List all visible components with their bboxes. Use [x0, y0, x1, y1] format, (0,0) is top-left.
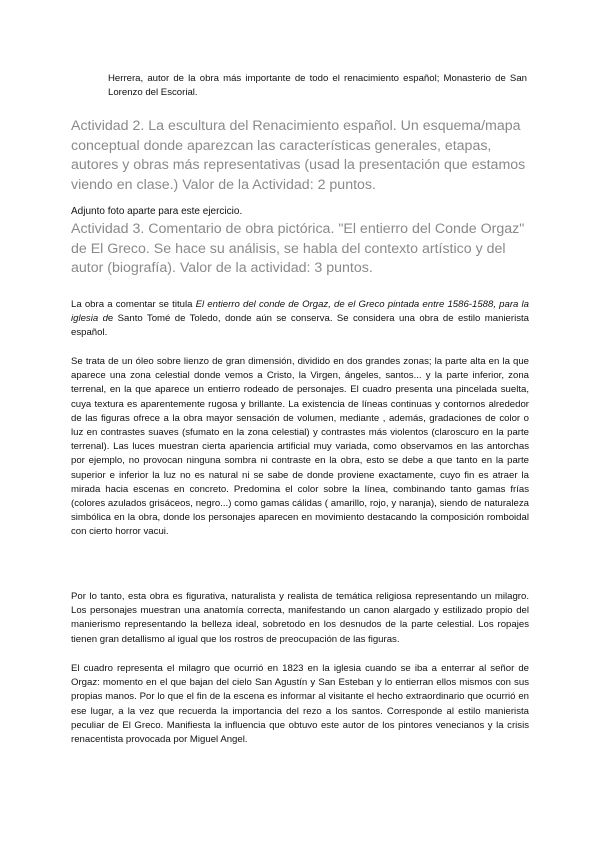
intro-italic-title: El entierro del conde de Orgaz, de el Greco pintada entre 1586-1588, para la iglesia d [71, 299, 530, 325]
intro-lead: La obra a comentar se titula [71, 299, 196, 310]
adjunto-note: Adjunto foto aparte para este ejercicio. [71, 206, 243, 217]
actividad-3-heading: Actividad 3. Comentario de obra pictórica. "El entierro del Conde Orgaz" de El Greco. Se hace su análisis, se habla del contexto artístico y del autor (biografía). Valor de la actividad: 3 puntos. [71, 221, 525, 276]
intro-rest: e Santo Tomé de Toledo, donde aún se conserva. Se considera una obra de estilo manierista español. [71, 313, 529, 339]
paragraph-intro [71, 298, 529, 341]
paragraph-conclusion: Por lo tanto, esta obra es figurativa, naturalista y realista de temática religiosa representando un milagro. Los personajes muestran una anatomía correcta, manifestando un canon alargado y estilizado propio del manierismo representando la belleza ideal, sobretodo en los desnudos de la parte celestial. Los ropajes tienen gran detallismo al igual que los rostros de preocupación de las figuras. [71, 591, 529, 645]
actividad-2-heading: Actividad 2. La escultura del Renacimiento español. Un esquema/mapa conceptual donde aparezcan las características generales, etapas, autores y obras más representativas (usad la presentación que estamos viendo en clase.) Valor de la Actividad: 2 puntos. [71, 118, 526, 193]
paragraph-context: El cuadro representa el milagro que ocurrió en 1823 en la iglesia cuando se iba a enterrar al señor de Orgaz: momento en el que bajan del cielo San Agustín y San Esteban y lo entierran ellos mismos con sus propias manos. Por lo que el fin de la escena es informar al visitante el hecho extraordinario que ocurrió en ese lugar, a la vez que recuerda la importancia del rezo a los santos. Corresponde al estilo manierista peculiar de El Greco. Manifiesta la influencia que obtuvo este autor de los pintores venecianos y la crisis renacentista provocada por Miguel Angel. [71, 663, 529, 746]
herrera-paragraph: Herrera, autor de la obra más importante de todo el renacimiento español; Monasterio de San Lorenzo del Escorial. [108, 73, 527, 99]
paragraph-analysis: Se trata de un óleo sobre lienzo de gran dimensión, dividido en dos grandes zonas; la parte alta en la que aparece una zona celestial donde vemos a Cristo, la Virgen, ángeles, santos... y la parte inferior, zona terrenal, en la que aparece un entierro rodeado de personajes. El cuadro presenta una pincelada suelta, cuya textura es aparentemente rugosa y brillante. La existencia de líneas continuas y contornos alrededor de las figuras ofrece a la obra mayor sensación de volumen, mediante , además, gradaciones de color o luz en contrastes suaves (sfumato en la zona celestial) y contrastes más violentos (claroscuro en la parte terrenal). Las luces muestran cierta apariencia artificial muy variada, como observamos en las antorchas por ejemplo, no provocan ninguna sombra ni contraste en la obra, esto se debe a que tanto en la parte superior e inferior la luz no es natural ni se sabe de donde proviene exactamente, cuyo fin es atraer la mirada hacia escenas en concreto. Predomina el color sobre la línea, combinando tanto gamas frías (colores azulados grisáceos, negro...) como gamas cálidas ( amarillo, rojo, y naranja), siendo de naturaleza simbólica en la obra, donde los personajes aparecen en movimiento destacando la composición romboidal con cierto horror vacui. [71, 356, 529, 538]
